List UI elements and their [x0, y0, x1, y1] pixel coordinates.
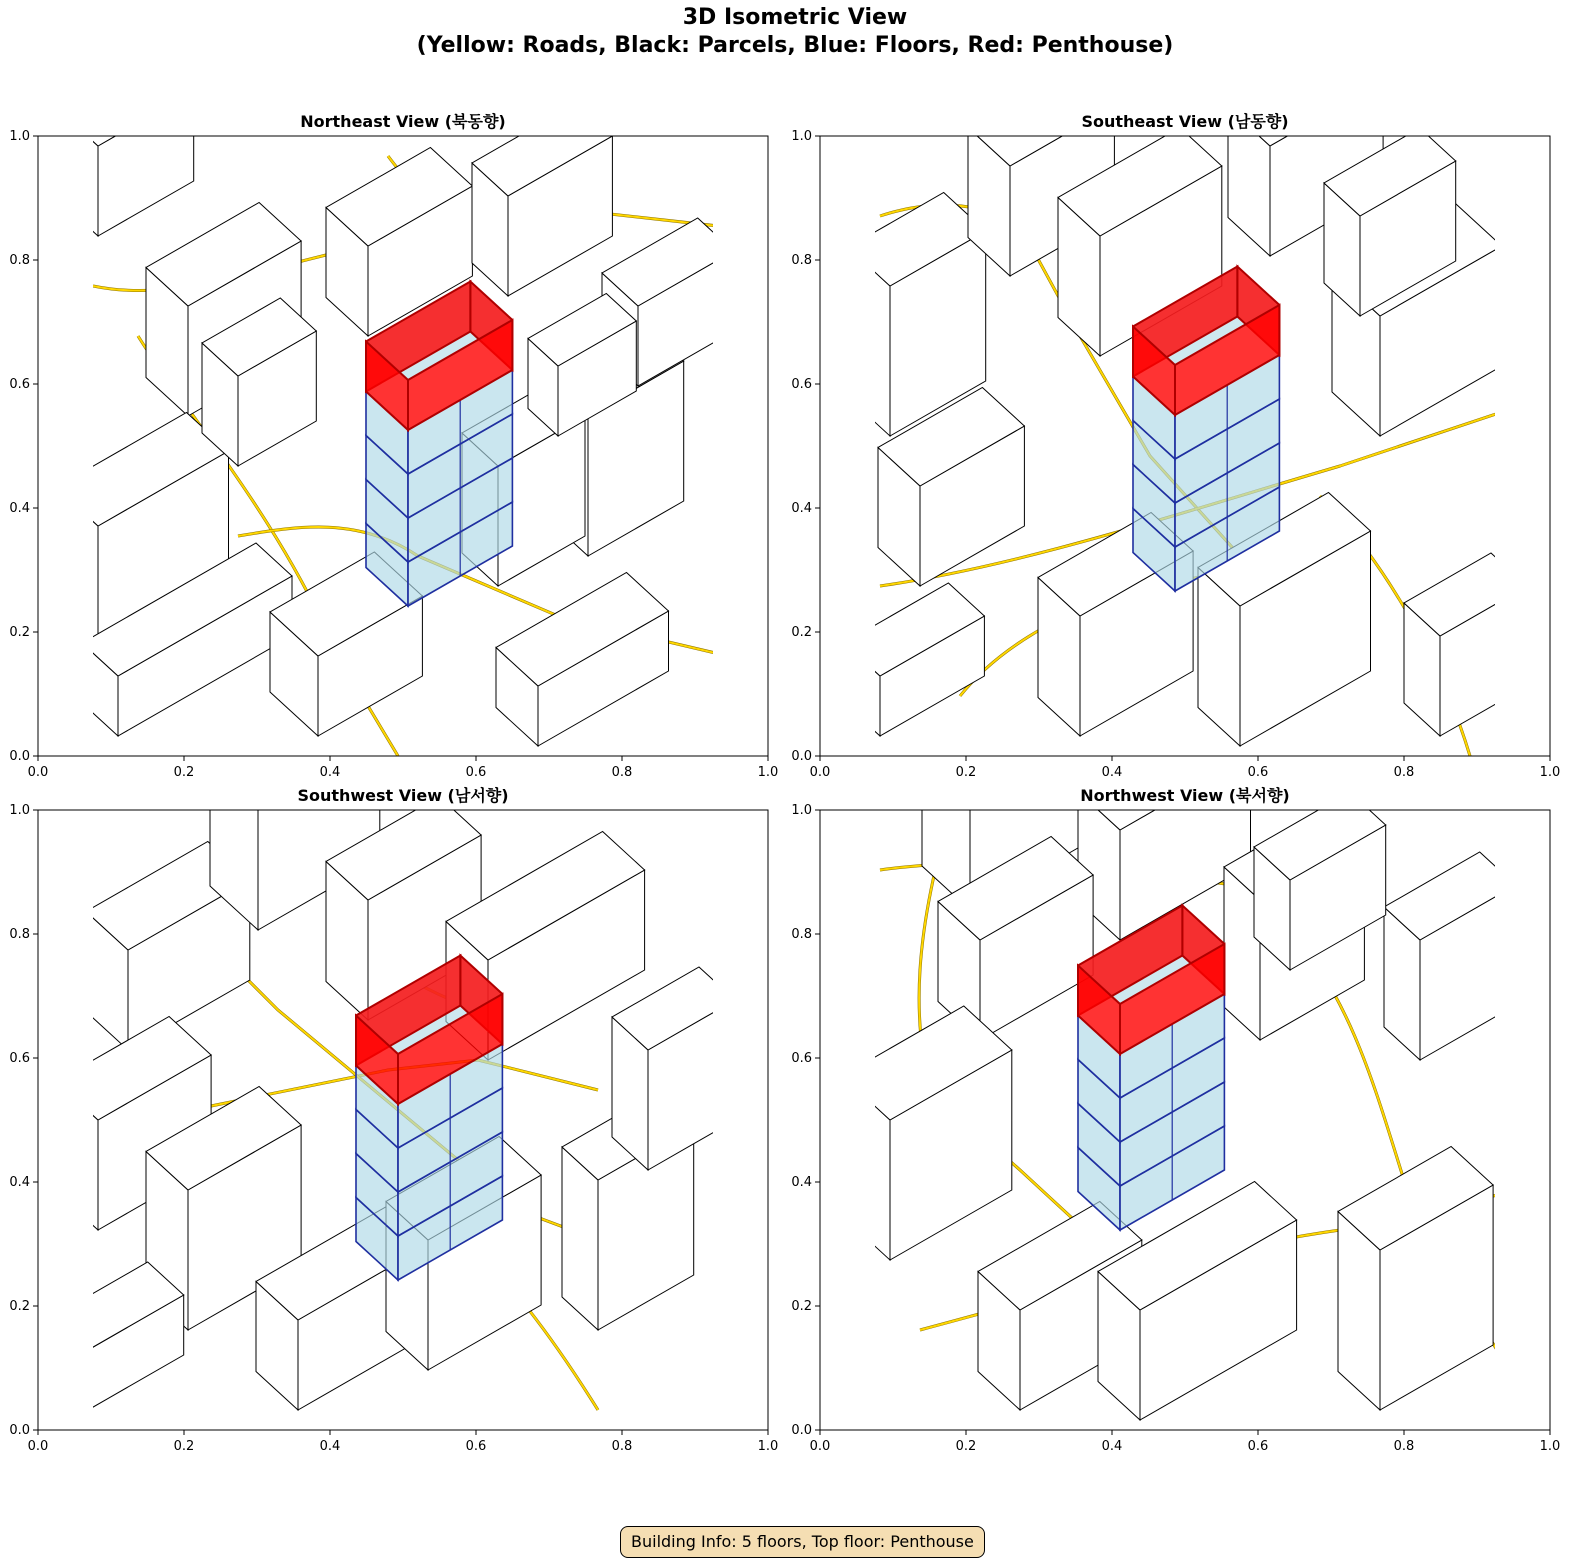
y-tick-label: 1.0	[9, 803, 30, 818]
y-tick-label: 0.4	[9, 1175, 30, 1190]
x-tick-label: 0.2	[955, 1439, 977, 1454]
building-side	[844, 643, 880, 736]
x-tick-label: 1.0	[1539, 1439, 1561, 1454]
x-tick-label: 0.0	[809, 1439, 831, 1454]
y-tick-label: 0.2	[791, 1299, 812, 1314]
y-tick-label: 0.0	[791, 749, 812, 764]
y-tick-label: 0.0	[9, 749, 30, 764]
y-tick-label: 0.8	[791, 927, 812, 942]
x-tick-label: 0.6	[1247, 1439, 1269, 1454]
building-side	[52, 1317, 88, 1410]
panel-title-northeast: Northeast View (북동향)	[300, 112, 506, 131]
x-tick-label: 1.0	[757, 1439, 779, 1454]
panel-southwest	[9, 686, 778, 1454]
y-tick-label: 0.2	[9, 625, 30, 640]
y-tick-label: 0.2	[9, 1299, 30, 1314]
y-tick-label: 1.0	[791, 129, 812, 144]
x-tick-label: 0.8	[1393, 765, 1415, 780]
x-tick-label: 0.2	[955, 765, 977, 780]
building-side	[56, 488, 98, 657]
x-tick-label: 0.4	[319, 765, 341, 780]
x-tick-label: 0.6	[465, 1439, 487, 1454]
x-tick-label: 0.6	[465, 765, 487, 780]
scene-content	[844, 43, 1527, 757]
target-building	[366, 282, 512, 607]
y-tick-label: 1.0	[9, 129, 30, 144]
x-tick-label: 0.6	[1247, 765, 1269, 780]
figure-title-line1: 3D Isometric View	[682, 5, 908, 30]
y-tick-label: 0.4	[9, 501, 30, 516]
scene-southeast	[844, 43, 1527, 757]
x-tick-label: 0.2	[173, 765, 195, 780]
building-front	[98, 91, 194, 236]
building-roof	[62, 58, 194, 146]
x-tick-label: 1.0	[757, 765, 779, 780]
panel-title-southeast: Southeast View (남동향)	[1081, 112, 1289, 131]
y-tick-label: 0.0	[791, 1423, 812, 1438]
x-tick-label: 0.4	[1101, 765, 1123, 780]
target-building	[1078, 906, 1224, 1231]
panel-northeast	[9, 58, 778, 780]
y-tick-label: 0.0	[9, 1423, 30, 1438]
panel-title-northwest: Northwest View (북서향)	[1080, 786, 1290, 805]
y-tick-label: 0.8	[9, 253, 30, 268]
y-tick-label: 1.0	[791, 803, 812, 818]
x-tick-label: 0.4	[1101, 1439, 1123, 1454]
y-tick-label: 0.8	[791, 253, 812, 268]
x-tick-label: 0.0	[809, 765, 831, 780]
x-tick-label: 0.8	[611, 1439, 633, 1454]
y-tick-label: 0.6	[9, 1051, 30, 1066]
building-side	[56, 1082, 98, 1231]
scene-content	[56, 58, 734, 756]
y-tick-label: 0.8	[9, 927, 30, 942]
y-tick-label: 0.2	[791, 625, 812, 640]
target-building	[356, 956, 502, 1281]
x-tick-label: 0.0	[27, 1439, 49, 1454]
target-building	[1133, 267, 1279, 592]
y-tick-label: 0.6	[791, 377, 812, 392]
panel-southeast	[791, 43, 1560, 781]
figure-title-line2: (Yellow: Roads, Black: Parcels, Blue: Floors, Red: Penthouse)	[416, 33, 1174, 58]
scene-northeast	[56, 58, 734, 756]
x-tick-label: 1.0	[1539, 765, 1561, 780]
x-tick-label: 0.2	[173, 1439, 195, 1454]
panel-title-southwest: Southwest View (남서향)	[297, 786, 509, 805]
x-tick-label: 0.8	[1393, 1439, 1415, 1454]
y-tick-label: 0.4	[791, 501, 812, 516]
y-tick-label: 0.6	[791, 1051, 812, 1066]
x-tick-label: 0.0	[27, 765, 49, 780]
panel-northwest	[791, 676, 1560, 1454]
building-info-box: Building Info: 5 floors, Top floor: Penthouse	[620, 1526, 985, 1558]
x-tick-label: 0.4	[319, 1439, 341, 1454]
y-tick-label: 0.6	[9, 377, 30, 392]
x-tick-label: 0.8	[611, 765, 633, 780]
y-tick-label: 0.4	[791, 1175, 812, 1190]
building-side	[62, 113, 98, 236]
